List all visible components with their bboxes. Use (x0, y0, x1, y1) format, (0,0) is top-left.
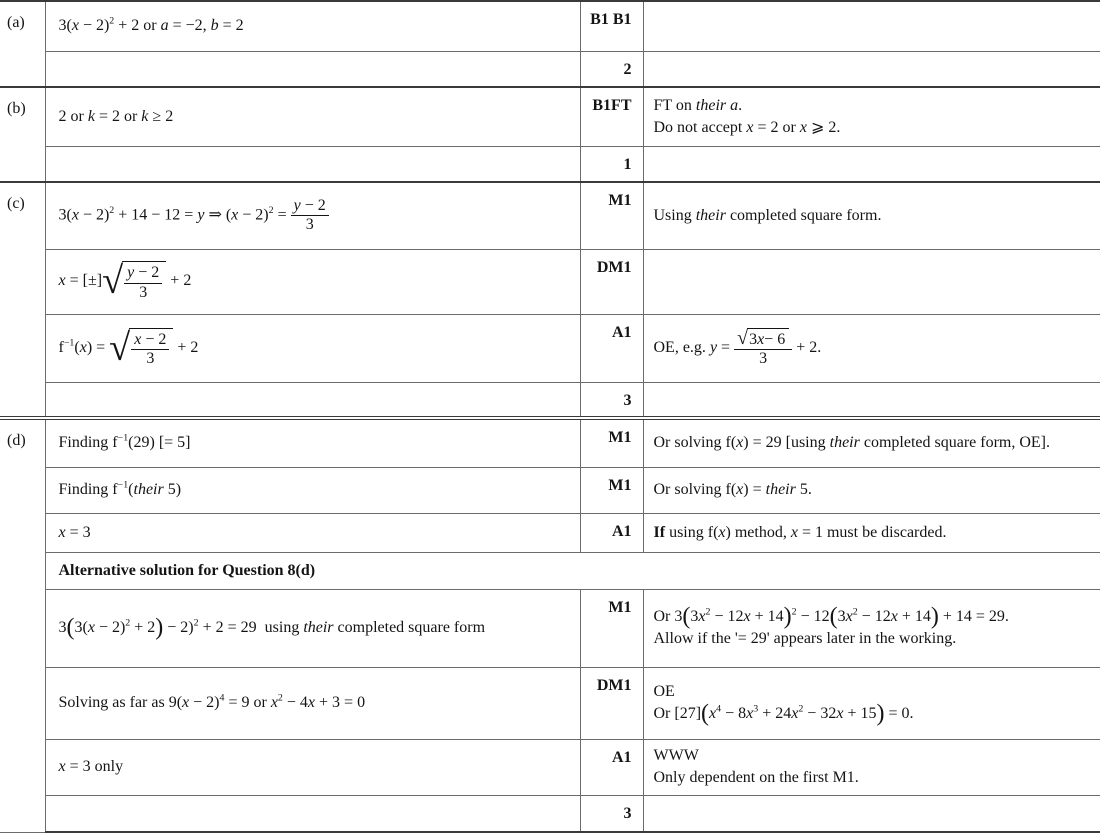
part-label-d: (d) (0, 418, 45, 832)
part-label-b: (b) (0, 87, 45, 182)
table-row (0, 513, 1100, 552)
answer-cell (45, 146, 580, 182)
marks-cell: B1 B1 (580, 1, 643, 51)
answer-cell: x = 3 only (45, 739, 580, 795)
table-row (0, 589, 1100, 667)
answer-cell: x = [±] √ $\frac{y - 2}{3}$ + 2 (45, 249, 580, 314)
table-row (0, 739, 1100, 795)
answer-cell: $f^{-1}(x)$ = √ $\frac{x - 2}{3}$ + 2 (45, 314, 580, 382)
answer-cell: Solving as far as $9(x - 2)^4 = 9$ or $x^2 - 4x + 3 = 0$ (45, 667, 580, 739)
table-row (0, 87, 1100, 146)
part-label-a: (a) (0, 1, 45, 87)
marks-cell: DM1 (580, 667, 643, 739)
marks-cell: A1 (580, 314, 643, 382)
guidance-cell (643, 1, 1100, 51)
marks-cell: A1 (580, 513, 643, 552)
answer-cell (45, 51, 580, 87)
guidance-cell (643, 382, 1100, 418)
marks-cell: M1 (580, 418, 643, 467)
table-row (0, 314, 1100, 382)
marks-total-cell: 1 (580, 146, 643, 182)
marks-cell: A1 (580, 739, 643, 795)
alt-solution-header: Alternative solution for Question 8(d) (45, 552, 1100, 589)
answer-cell: $3(3(x - 2)^2 + 2) - 2)^2 + 2 = 29$ using their completed square form (45, 589, 580, 667)
guidance-cell: Or solving f(x) = 29 [using their completed square form, OE]. (643, 418, 1100, 467)
guidance-cell (643, 146, 1100, 182)
answer-cell (45, 382, 580, 418)
guidance-cell: OE, e.g. y = √ 3 x − 6 3 + 2. (643, 314, 1100, 382)
marks-cell: B1FT (580, 87, 643, 146)
marks-cell: M1 (580, 182, 643, 249)
table-row (0, 182, 1100, 249)
answer-cell: $3(x - 2)^2 + 2$ or a = −2, b = 2 (45, 1, 580, 51)
table-row (0, 667, 1100, 739)
answer-cell: Finding $f^{-1}(29)$ [= 5] (45, 418, 580, 467)
guidance-cell (643, 249, 1100, 314)
guidance-cell: Or solving f(x) = their 5. (643, 467, 1100, 513)
table-row (0, 552, 1100, 589)
answer-cell (45, 795, 580, 832)
table-row (0, 1, 1100, 51)
answer-cell: 2 or k = 2 or k ≥ 2 (45, 87, 580, 146)
table-row (0, 51, 1100, 87)
marks-cell: DM1 (580, 249, 643, 314)
marks-cell: M1 (580, 467, 643, 513)
part-label-c: (c) (0, 182, 45, 418)
answer-cell: $3(x - 2)^2 + 14 - 12 = y$ ⇒ $(x - 2)^2$ = $\frac{y - 2}{3}$ (45, 182, 580, 249)
guidance-cell (643, 51, 1100, 87)
marks-cell: M1 (580, 589, 643, 667)
guidance-cell: Or $3(3x^2 - 12x + 14)^2 - 12(3x^2 - 12x + 14) + 14 = 29$. Allow if the '= 29' appears later in the working. (643, 589, 1100, 667)
answer-cell: Finding $f^{-1}(their$ 5) (45, 467, 580, 513)
marks-total-cell: 3 (580, 795, 643, 832)
table-row (0, 418, 1100, 467)
marks-total-cell: 2 (580, 51, 643, 87)
guidance-cell: FT on their a. Do not accept x = 2 or x ⩾ 2. (643, 87, 1100, 146)
table-row (0, 249, 1100, 314)
marks-total-cell: 3 (580, 382, 643, 418)
table-row (0, 795, 1100, 832)
table-row (0, 146, 1100, 182)
guidance-cell: Using their completed square form. (643, 182, 1100, 249)
table-row (0, 467, 1100, 513)
answer-cell: x = 3 (45, 513, 580, 552)
guidance-cell: WWW Only dependent on the first M1. (643, 739, 1100, 795)
guidance-cell: OE Or $[27](x^4 - 8x^3 + 24x^2 - 32x + 15) = 0$. (643, 667, 1100, 739)
guidance-cell (643, 795, 1100, 832)
table-row (0, 382, 1100, 418)
guidance-cell: If using f(x) method, x = 1 must be discarded. (643, 513, 1100, 552)
